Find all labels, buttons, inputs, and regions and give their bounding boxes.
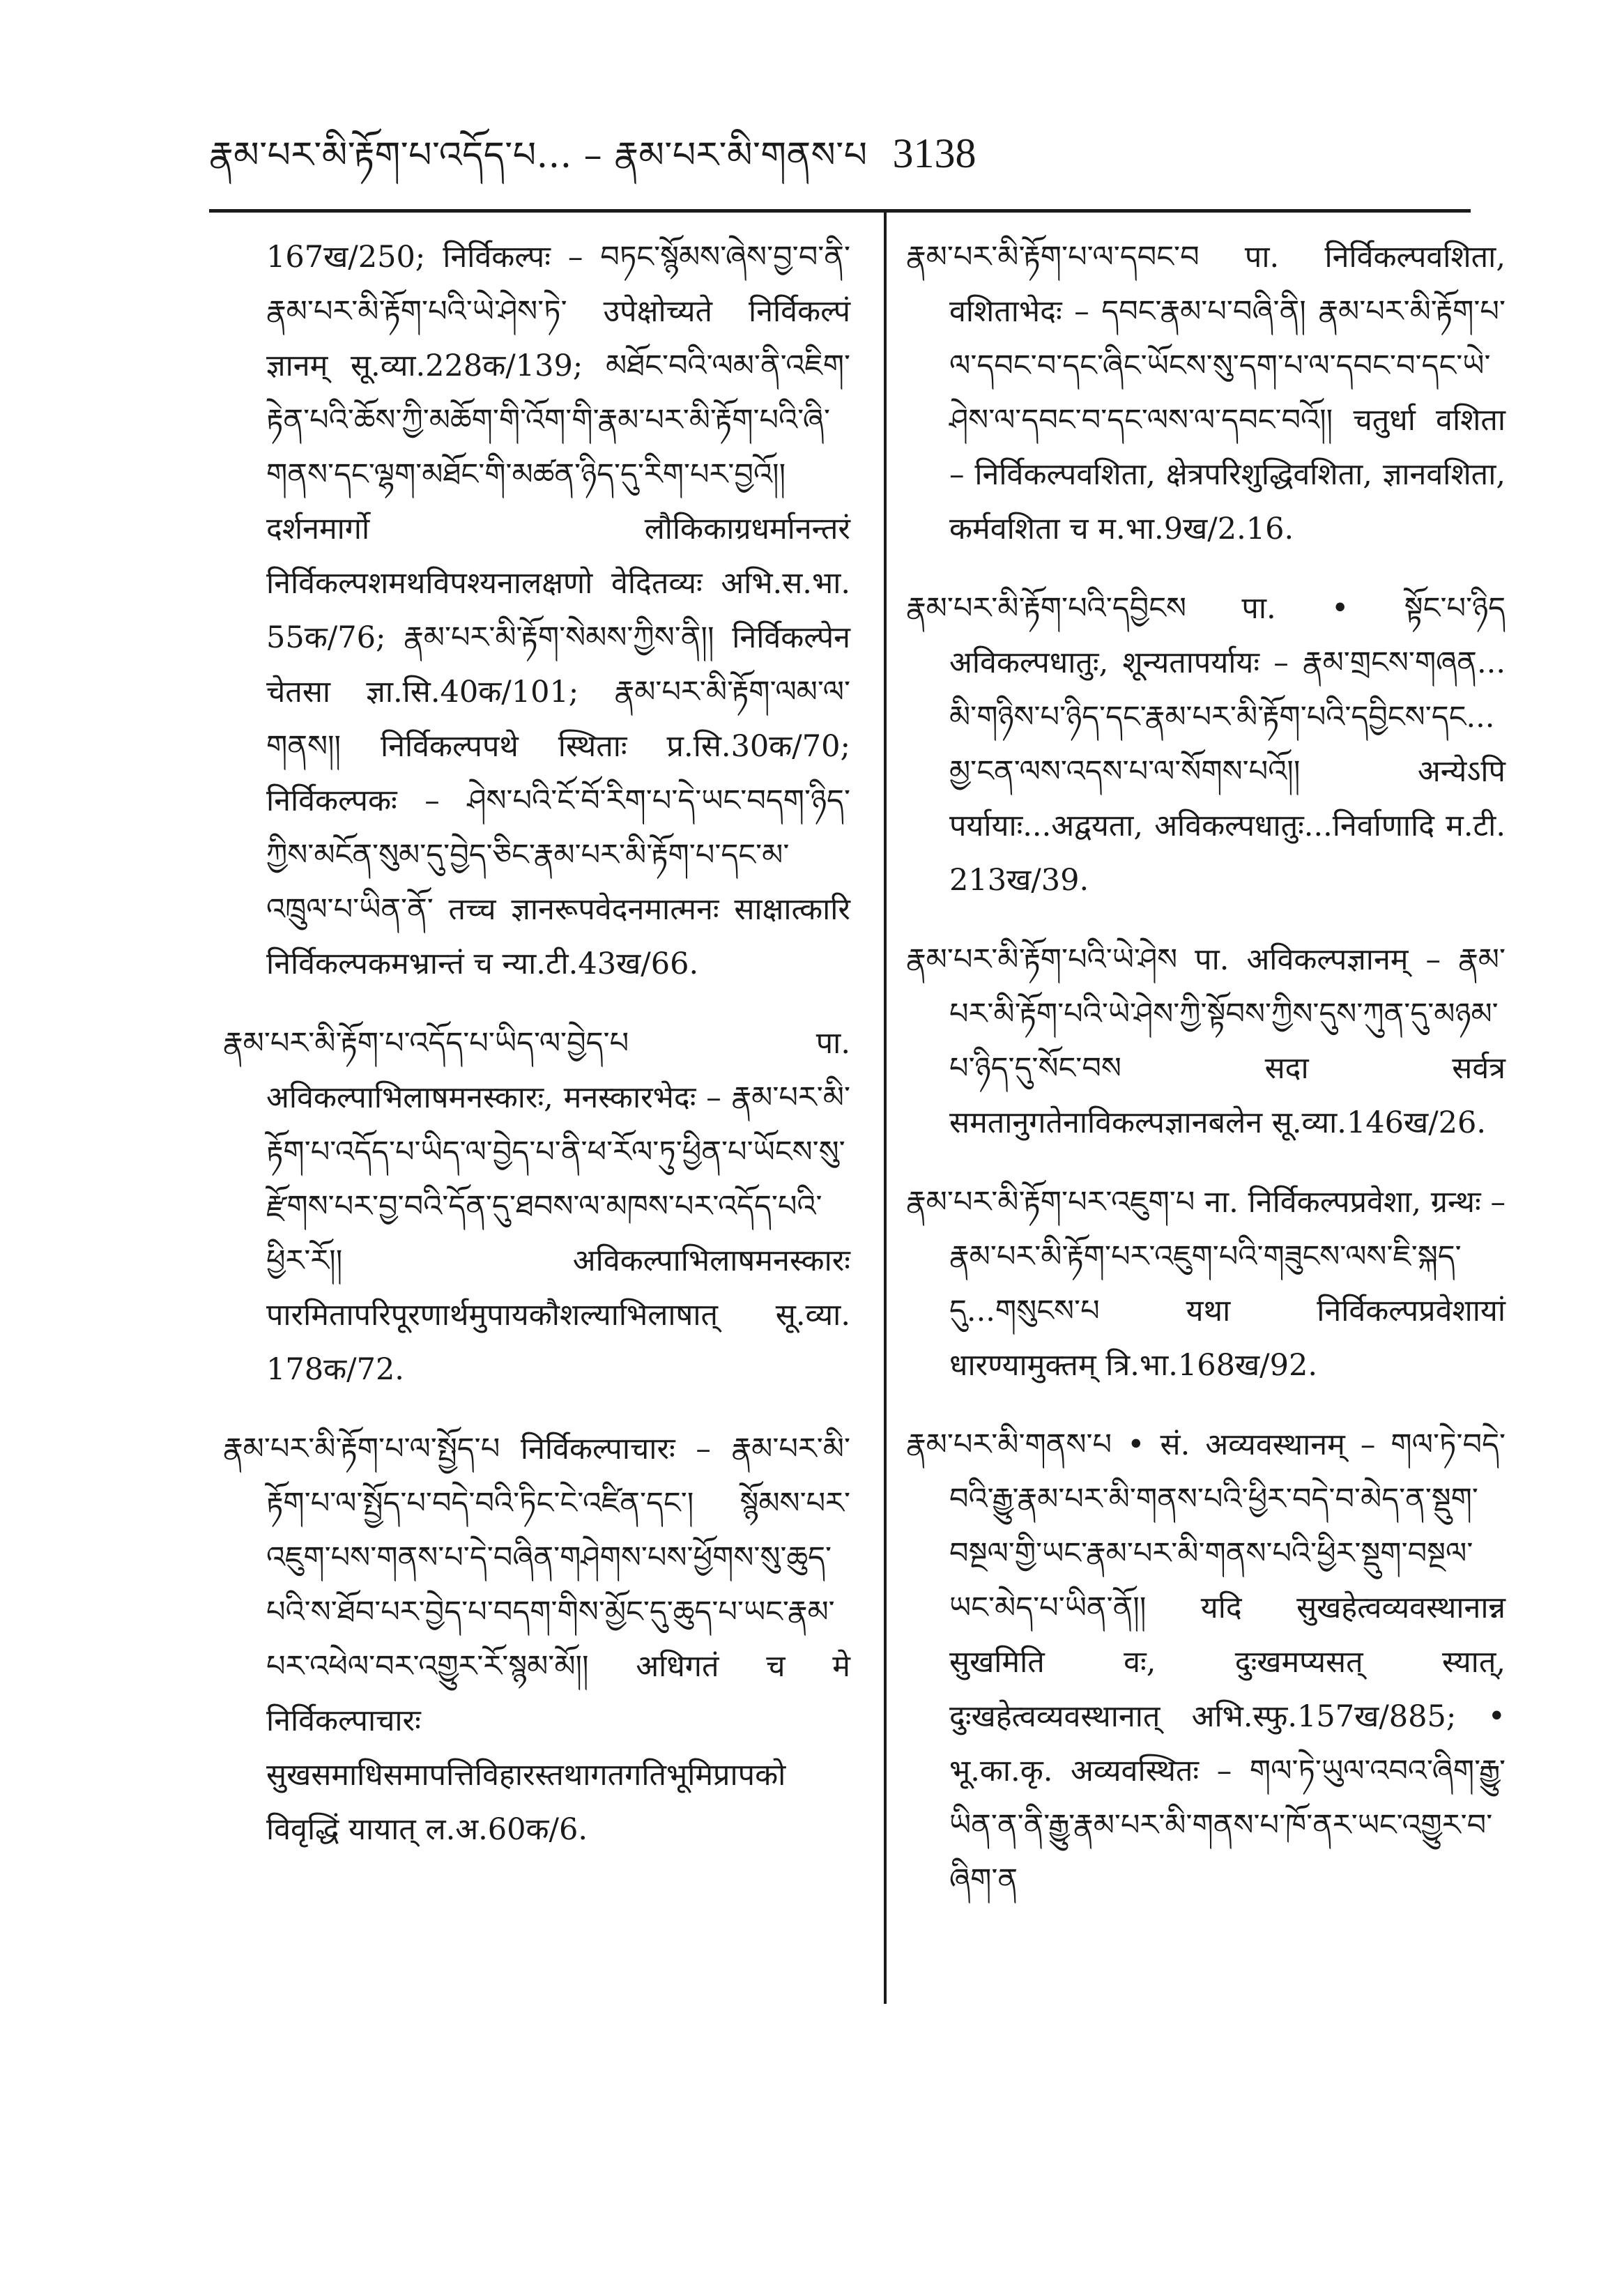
- dictionary-entry: རྣམ་པར་མི་རྟོག་པ་འདོད་པ་ཡིད་ལ་བྱེད་པ पा. अविकल्पाभिलाषमनस्कारः, मनस्कारभेदः – རྣམ་པར་མི་རྟོག་པ་འདོད་པ་ཡིད་ལ་བྱེད་པ་ནི་ཕ་རོལ་ཏུ་ཕྱིན་པ་ཡོངས་སུ་རྫོགས་པར་བྱ་བའི་དོན་དུ་ཐབས་ལ་མཁས་པར་འདོད་པའི་ཕྱིར་རོ།། अविकल्पाभिलाषमनस्कारः पारमितापरिपूरणार्थमुपायकौशल्याभिलाषात् सू.व्या. 178क/72.: [223, 1026, 850, 1387]
- dictionary-entry: རྣམ་པར་མི་རྟོག་པའི་དབྱིངས पा. • སྟོང་པ་ཉིད अविकल्पधातुः, शून्यतापर्यायः – རྣམ་གྲངས་གཞན... མི་གཉིས་པ་ཉིད་དང་རྣམ་པར་མི་རྟོག་པའི་དབྱིངས་དང... མྱ་ངན་ལས་འདས་པ་ལ་སོགས་པའོ།། अन्येऽपि पर्यायाः...अद्वयता, अविकल्पधातुः...निर्वाणादि म.टी. 213ख/39.: [906, 591, 1506, 898]
- dictionary-entry: རྣམ་པར་མི་གནས་པ • सं. अव्यवस्थानम् – གལ་ཏེ་བདེ་བའི་རྒྱུ་རྣམ་པར་མི་གནས་པའི་ཕྱིར་བདེ་བ་མེད་ན་སྡུག་བསྔལ་གྱི་ཡང་རྣམ་པར་མི་གནས་པའི་ཕྱིར་སྡུག་བསྔལ་ཡང་མེད་པ་ཡིན་ནོ།། यदि सुखहेत्वव्यवस्थानान्न सुखमिति वः, दुःखमप्यसत् स्यात्, दुःखहेत्वव्यवस्थानात् अभि.स्फु.157ख/885; • भू.का.कृ. अव्यवस्थितः – གལ་ཏེ་ཡུལ་འབའ་ཞིག་རྒྱུ་ཡིན་ན་ནི་རྒྱུ་རྣམ་པར་མི་གནས་པ་ཁོ་ནར་ཡང་འགྱུར་བ་ཞིག་ན: [906, 1427, 1506, 1897]
- dictionary-entry: རྣམ་པར་མི་རྟོག་པར་འཇུག་པ ना. निर्विकल्पप्रवेशा, ग्रन्थः – རྣམ་པར་མི་རྟོག་པར་འཇུག་པའི་གཟུངས་ལས་ཇི་སྐད་དུ...གསུངས་པ यथा निर्विकल्पप्रवेशायां धारण्यामुक्तम् त्रि.भा.168ख/92.: [906, 1185, 1506, 1383]
- column-divider: [884, 213, 887, 2004]
- running-title: རྣམ་པར་མི་རྟོག་པ་འདོད་པ... – རྣམ་པར་མི་གནས་པ: [209, 135, 868, 176]
- dictionary-entry: རྣམ་པར་མི་རྟོག་པ་ལ་དབང་བ पा. निर्विकल्पवशिता, वशिताभेदः – དབང་རྣམ་པ་བཞི་ནི། རྣམ་པར་མི་རྟོག་པ་ལ་དབང་བ་དང་ཞིང་ཡོངས་སུ་དག་པ་ལ་དབང་བ་དང་ཡེ་ཤེས་ལ་དབང་བ་དང་ལས་ལ་དབང་བའོ།། चतुर्धा वशिता – निर्विकल्पवशिता, क्षेत्रपरिशुद्धिवशिता, ज्ञानवशिता, कर्मवशिता च म.भा.9ख/2.16.: [906, 240, 1506, 546]
- page-number: 3138: [892, 130, 976, 176]
- right-column: [906, 230, 1506, 1932]
- left-column: [223, 230, 850, 1882]
- header-rule: [209, 209, 1471, 213]
- dictionary-entry: 167ख/250; निर्विकल्पः – བཏང་སྙོམས་ཞེས་བྱ་བ་ནི་རྣམ་པར་མི་རྟོག་པའི་ཡེ་ཤེས་ཏེ་ उपेक्षोच्यते निर्विकल्पं ज्ञानम् सू.व्या.228क/139; མཐོང་བའི་ལམ་ནི་འཇིག་རྟེན་པའི་ཆོས་ཀྱི་མཆོག་གི་འོག་གི་རྣམ་པར་མི་རྟོག་པའི་ཞི་གནས་དང་ལྷག་མཐོང་གི་མཚན་ཉིད་དུ་རིག་པར་བྱའོ།། दर्शनमार्गो लौकिकाग्रधर्मानन्तरं निर्विकल्पशमथविपश्यनालक्षणो वेदितव्यः अभि.स.भा. 55क/76; རྣམ་པར་མི་རྟོག་སེམས་ཀྱིས་ནི།། निर्विकल्पेन चेतसा ज्ञा.सि.40क/101; རྣམ་པར་མི་རྟོག་ལམ་ལ་གནས།། निर्विकल्पपथे स्थिताः प्र.सि.30क/70; निर्विकल्पकः – ཤེས་པའི་ངོ་བོ་རིག་པ་དེ་ཡང་བདག་ཉིད་ཀྱིས་མངོན་སུམ་དུ་བྱེད་ཅིང་རྣམ་པར་མི་རྟོག་པ་དང་མ་འཁྲུལ་པ་ཡིན་ནོ་ तच्च ज्ञानरूपवेदनमात्मनः साक्षात्कारि निर्विकल्पकमभ्रान्तं च न्या.टी.43ख/66.: [266, 240, 850, 981]
- page-header: [209, 115, 1533, 178]
- dictionary-entry: རྣམ་པར་མི་རྟོག་པ་ལ་སྤྱོད་པ निर्विकल्पाचारः – རྣམ་པར་མི་རྟོག་པ་ལ་སྤྱོད་པ་བདེ་བའི་ཏིང་ངེ་འཛིན་དང་། སྙོམས་པར་འཇུག་པས་གནས་པ་དེ་བཞིན་གཤེགས་པས་ཕྱོགས་སུ་ཆུད་པའི་ས་ཐོབ་པར་བྱེད་པ་བདག་གིས་མྱོང་དུ་ཆུད་པ་ཡང་རྣམ་པར་འཕེལ་བར་འགྱུར་རོ་སྙམ་མོ།། अधिगतं च मे निर्विकल्पाचारः सुखसमाधिसमापत्तिविहारस्तथागतगतिभूमिप्रापको विवृद्धिं यायात् ल.अ.60क/6.: [223, 1432, 850, 1847]
- dictionary-entry: རྣམ་པར་མི་རྟོག་པའི་ཡེ་ཤེས पा. अविकल्पज्ञानम् – རྣམ་པར་མི་རྟོག་པའི་ཡེ་ཤེས་ཀྱི་སྟོབས་ཀྱིས་དུས་ཀུན་དུ་མཉམ་པ་ཉིད་དུ་སོང་བས सदा सर्वत्र समतानुगतेनाविकल्पज्ञानबलेन सू.व्या.146ख/26.: [906, 942, 1506, 1140]
